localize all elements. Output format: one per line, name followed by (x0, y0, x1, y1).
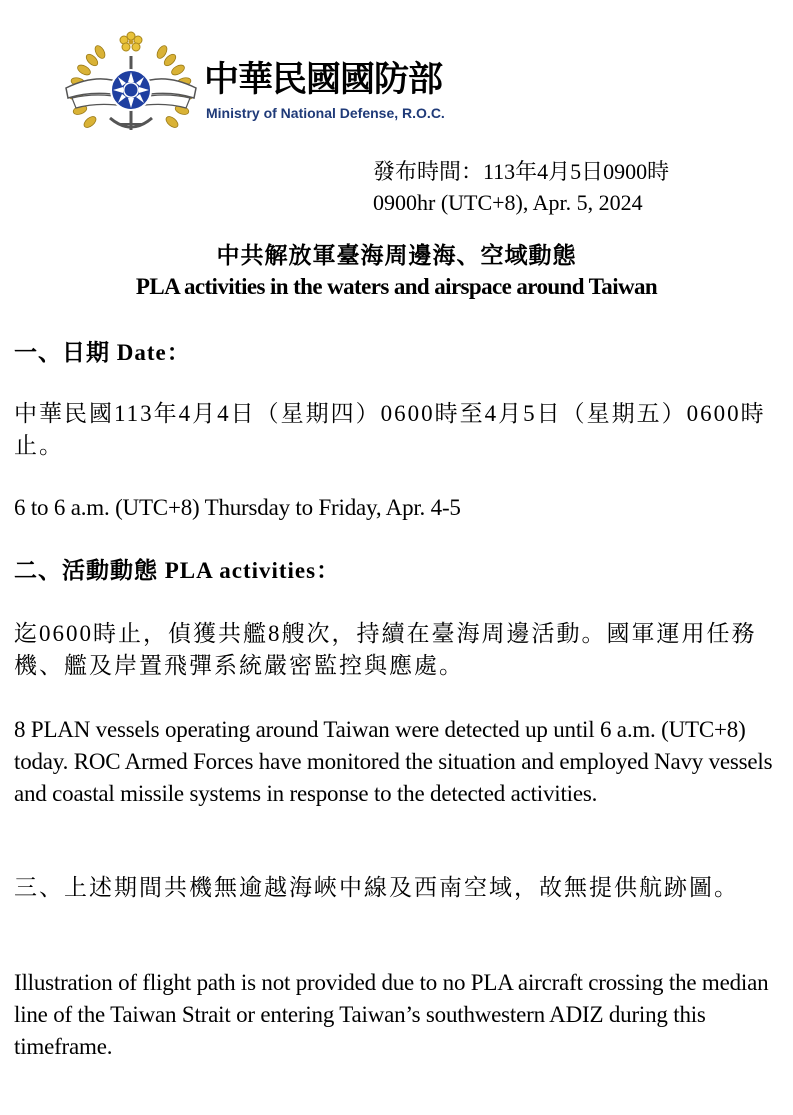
org-name-en: Ministry of National Defense, R.O.C. (206, 105, 445, 121)
section-flight-path-zh: 三、上述期間共機無逾越海峽中線及西南空域，故無提供航跡圖。 (14, 875, 739, 900)
release-time-en: 0900hr (UTC+8), Apr. 5, 2024 (373, 190, 643, 215)
section-date-en: 6 to 6 a.m. (UTC+8) Thursday to Friday, Apr. 4-5 (14, 495, 461, 520)
section-flight-path-en: Illustration of flight path is not provided due to no PLA aircraft crossing the median line of the Taiwan Strait or entering Taiwan’s southwestern ADIZ during this timeframe. (14, 970, 769, 1059)
release-time-zh: 發布時間：113年4月5日0900時 (373, 159, 670, 184)
mnd-emblem-icon (58, 26, 204, 138)
org-name-zh: 中華民國國防部 (204, 60, 443, 100)
release-time (373, 156, 669, 218)
section-activities-zh: 迄0600時止，偵獲共艦8艘次，持續在臺海周邊活動。國軍運用任務機、艦及岸置飛彈系統嚴密監控與應處。 (14, 621, 757, 678)
page-title-en: PLA activities in the waters and airspace around Taiwan (135, 274, 658, 299)
section-date-zh: 中華民國113年4月4日（星期四）0600時至4月5日（星期五）0600時止。 (14, 401, 766, 458)
section-activities-heading: 二、活動動態 PLA activities： (14, 558, 341, 583)
section-activities-en: 8 PLAN vessels operating around Taiwan were detected up until 6 a.m. (UTC+8) today. ROC Armed Forces have monitored the situation and employed Navy vessels and coastal missile systems in response to the detected activities. (14, 717, 773, 806)
page-title-zh: 中共解放軍臺海周邊海、空域動態 (216, 243, 577, 268)
section-date-heading: 一、日期 Date： (14, 340, 191, 365)
